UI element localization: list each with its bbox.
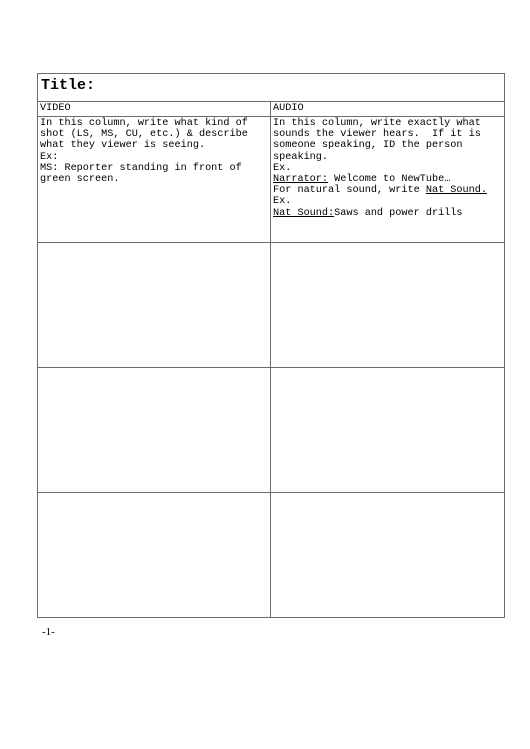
example-row	[38, 117, 504, 243]
column-header-row	[38, 102, 504, 117]
video-example-label: Ex:	[40, 151, 59, 163]
audio-entry-cell[interactable]	[271, 493, 504, 617]
video-example-text: green screen.	[40, 174, 120, 186]
script-row	[38, 493, 504, 617]
natural-sound-instruction	[273, 185, 502, 196]
video-instruction-line: In this column, write what kind of	[40, 118, 248, 129]
video-instruction-line: what they viewer is seeing.	[40, 140, 206, 152]
audio-column-header: AUDIO	[273, 103, 304, 114]
page-number: -1-	[42, 626, 55, 638]
title-field[interactable]	[38, 74, 504, 102]
script-row	[38, 368, 504, 493]
video-example-cell[interactable]	[38, 117, 271, 242]
audio-instruction-line: In this column, write exactly what	[273, 118, 481, 129]
video-entry-cell[interactable]	[38, 493, 271, 617]
video-instruction-line: shot (LS, MS, CU, etc.) & describe	[40, 129, 248, 141]
narrator-example-line	[273, 174, 502, 185]
audio-instruction-line: someone speaking, ID the person	[273, 140, 463, 152]
nat-sound-example-line	[273, 208, 502, 219]
audio-example-cell[interactable]	[271, 117, 504, 242]
audio-entry-cell[interactable]	[271, 368, 504, 492]
video-entry-cell[interactable]	[38, 243, 271, 367]
video-column-header: VIDEO	[38, 102, 271, 116]
audio-example-label: Ex.	[273, 162, 292, 174]
narrator-label: Narrator:	[273, 174, 329, 186]
nat-sound-term: Nat Sound.	[425, 185, 487, 197]
audio-instruction-line: speaking.	[273, 151, 329, 163]
av-script-table	[37, 73, 505, 618]
nat-sound-label: Nat Sound:	[273, 207, 335, 219]
nat-sound-text: Saws and power drills	[334, 207, 463, 219]
audio-entry-cell[interactable]	[271, 243, 504, 367]
natural-sound-text: For natural sound, write	[273, 185, 426, 197]
audio-example-label-2: Ex.	[273, 196, 292, 208]
narrator-text: Welcome to NewTube…	[328, 174, 451, 186]
title-label: Title:	[41, 77, 96, 94]
audio-instruction-line: sounds the viewer hears. If it is	[273, 129, 481, 141]
video-example-text: MS: Reporter standing in front of	[40, 162, 242, 174]
script-row	[38, 243, 504, 368]
video-entry-cell[interactable]	[38, 368, 271, 492]
